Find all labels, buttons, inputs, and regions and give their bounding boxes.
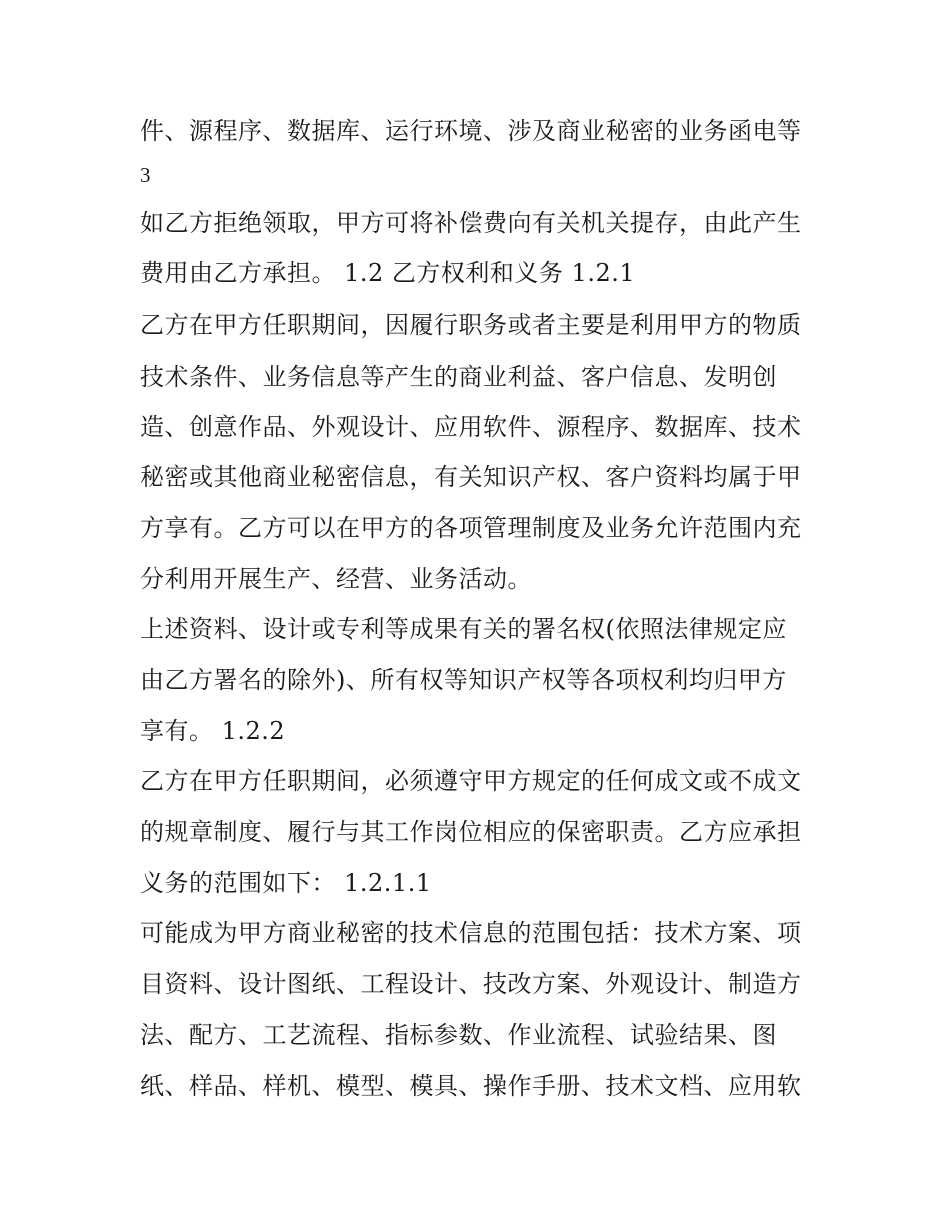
page-number-line: 3 [140, 163, 151, 187]
text-line: 由乙方署名的除外)、所有权等知识产权等各项权利均归甲方 [140, 666, 787, 694]
text-line: 分利用开展生产、经营、业务活动。 [140, 565, 532, 593]
text-line: 乙方在甲方任职期间，因履行职务或者主要是利用甲方的物质 [140, 311, 802, 339]
text-line: 件、源程序、数据库、运行环境、涉及商业秘密的业务函电等 [140, 117, 802, 145]
text-line: 目资料、设计图纸、工程设计、技改方案、外观设计、制造方 [140, 970, 802, 998]
text-line: 费用由乙方承担。 1.2 乙方权利和义务 1.2.1 [140, 259, 636, 287]
text-line: 义务的范围如下： 1.2.1.1 [140, 869, 432, 897]
text-line: 法、配方、工艺流程、指标参数、作业流程、试验结果、图 [140, 1021, 777, 1049]
text-line: 乙方在甲方任职期间，必须遵守甲方规定的任何成文或不成文 [140, 767, 802, 795]
text-line: 方享有。乙方可以在甲方的各项管理制度及业务允许范围内充 [140, 514, 802, 542]
text-line: 可能成为甲方商业秘密的技术信息的范围包括：技术方案、项 [140, 919, 802, 947]
text-line: 技术条件、业务信息等产生的商业利益、客户信息、发明创 [140, 363, 777, 391]
text-line: 的规章制度、履行与其工作岗位相应的保密职责。乙方应承担 [140, 818, 802, 846]
text-line: 如乙方拒绝领取，甲方可将补偿费向有关机关提存，由此产生 [140, 209, 802, 237]
text-line: 纸、样品、样机、模型、模具、操作手册、技术文档、应用软 [140, 1072, 802, 1100]
text-line: 秘密或其他商业秘密信息，有关知识产权、客户资料均属于甲 [140, 463, 802, 491]
text-line: 享有。 1.2.2 [140, 717, 286, 745]
text-line: 上述资料、设计或专利等成果有关的署名权(依照法律规定应 [140, 615, 787, 643]
text-line: 造、创意作品、外观设计、应用软件、源程序、数据库、技术 [140, 413, 802, 441]
